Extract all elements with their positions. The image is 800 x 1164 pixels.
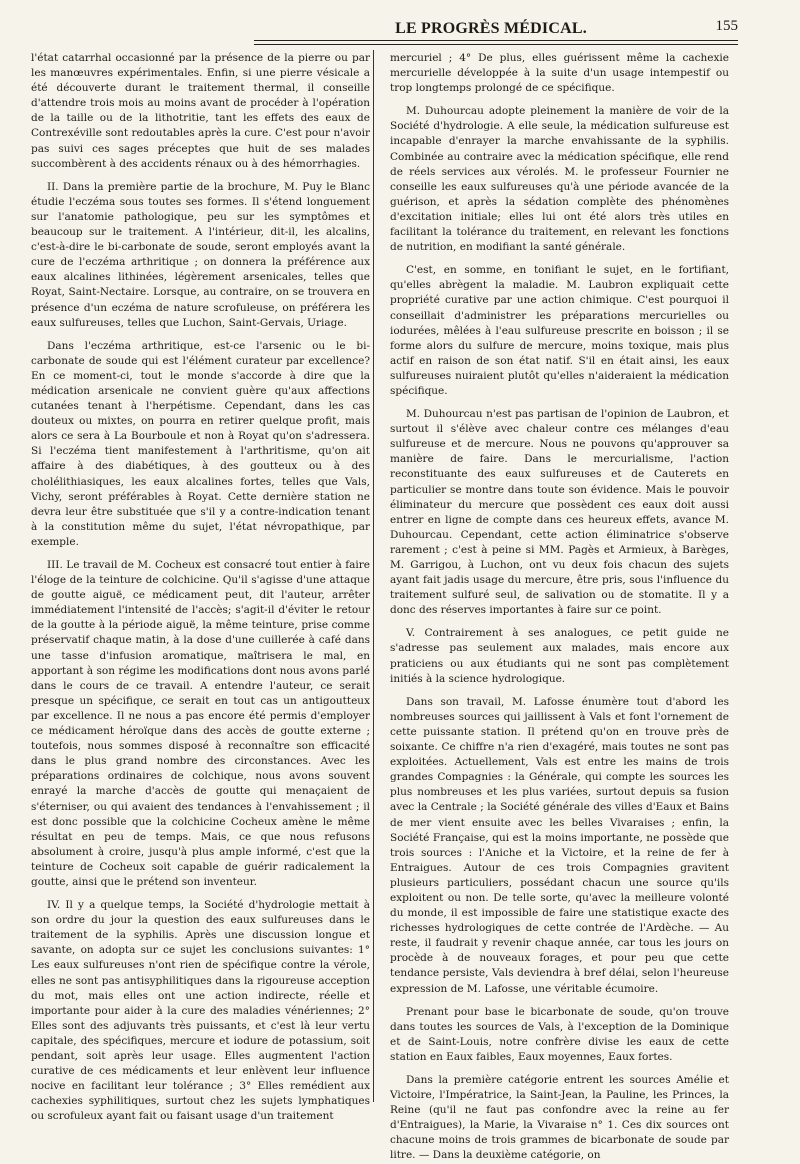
- column-divider: [373, 50, 374, 1102]
- right-paragraph-5: V. Contrairement à ses analogues, ce petit guide ne s'adresse pas seulement aux malades, mais encore aux praticiens ou aux étudiants qui ne sont pas complètement initiés à la science hydrologique.: [390, 627, 729, 685]
- left-paragraph-5: IV. Il y a quelque temps, la Société d'hydrologie mettait à son ordre du jour la question des eaux sulfureuses dans le traitement de la syphilis. Après une discussion longue et savante, on adopta sur ce sujet les conclusions suivantes: 1° Les eaux sulfureuses n'ont rien de spécifique contre la vérole, elles ne sont pas antisyphilitiques dans la rigoureuse acception du mot, mais elles ont une action indirecte, réelle et importante pour aider à la cure des maladies vénériennes; 2° Elles sont des adjuvants très puissants, et c'est là leur vertu capitale, des spécifiques, mercure et iodure de potassium, soit pendant, soit après leur usage. Elles augmentent l'action curative de ces médicaments et leur enlèvent leur influence nocive en facilitant leur tolérance ; 3° Elles remédient aux cachexies syphilitiques, surtout chez les sujets lymphatiques ou scrofuleux ayant fait ou faisant usage d'un traitement: [31, 899, 370, 1123]
- right-paragraph-4: M. Duhourcau n'est pas partisan de l'opinion de Laubron, et surtout il s'élève avec chaleur contre ces mélanges d'eau sulfureuse et de mercure. Nous ne pouvons qu'approuver sa manière de faire. Dans le mercurialisme, l'action reconstituante des eaux sulfureuses et de Cauterets en particulier se montre dans toute son évidence. Mais le pouvoir éliminateur du mercure que possèdent ces eaux doit aussi entrer en ligne de compte dans ces heureux effets, avance M. Duhourcau. Cependant, cette action éliminatrice s'observe rarement ; c'est à peine si MM. Pagès et Armieux, à Barèges, M. Garrigou, à Luchon, ont vu deux fois chacun des sujets ayant fait jadis usage du mercure, être pris, sous l'influence du traitement sulfuré seul, de salivation ou de stomatite. Il y a donc des réserves importantes à faire sur ce point.: [390, 408, 729, 617]
- left-paragraph-2: II. Dans la première partie de la brochure, M. Puy le Blanc étudie l'eczéma sous toutes ses formes. Il s'étend longuement sur l'anatomie pathologique, peu sur les symptômes et beaucoup sur le traitement. A l'intérieur, dit-il, les alcalins, c'est-à-dire le bi-carbonate de soude, seront employés avant la cure de l'eczéma arthritique ; on donnera la préférence aux eaux alcalines lithinées, légèrement arsenicales, telles que Royat, Saint-Nectaire. Lorsque, au contraire, on se trouvera en présence d'un eczéma de nature scrofuleuse, on préférera les eaux sulfureuses, telles que Luchon, Saint-Gervais, Uriage.: [31, 180, 370, 329]
- right-paragraph-7: Prenant pour base le bicarbonate de soude, qu'on trouve dans toutes les sources de Vals, à l'exception de la Dominique et de Saint-Louis, notre confrère divise les eaux de cette station en Eaux faibles, Eaux moyennes, Eaux fortes.: [390, 1005, 729, 1063]
- left-paragraph-1: l'état catarrhal occasionné par la présence de la pierre ou par les manœuvres expérimentales. Enfin, si une pierre vésicale a été découverte durant le traitement thermal, il conseille d'attendre trois mois au moins avant de procéder à l'opération de la taille ou de la lithotritie, tant les effets des eaux de Contrexéville sont redoutables après la cure. C'est pour n'avoir pas suivi ces sages préceptes que huit de ses malades succombèrent à des accidents rénaux ou à des hémorrhagies.: [31, 52, 370, 170]
- right-paragraph-3: C'est, en somme, en tonifiant le sujet, en le fortifiant, qu'elles abrègent la maladie. M. Laubron expliquait cette propriété curative par une action chimique. C'est pourquoi il conseillait d'administrer les préparations mercurielles ou iodurées, mêlées à l'eau sulfureuse prescrite en boisson ; il se forme alors du sulfure de mercure, moins toxique, mais plus actif en raison de son état natif. S'il en était ainsi, les eaux sulfureuses nuiraient plutôt qu'elles n'aideraient la médication spécifique.: [390, 264, 729, 397]
- right-column: [390, 51, 729, 1162]
- left-paragraph-4: III. Le travail de M. Cocheux est consacré tout entier à faire l'éloge de la teinture de colchicine. Qu'il s'agisse d'une attaque de goutte aiguë, ce médicament peut, dit l'auteur, arrêter immédiatement l'intensité de l'accès; s'agit-il d'éviter le retour de la goutte à la période aiguë, la même teinture, prise comme préservatif chaque matin, à la dose d'une cuillerée à café dans une tasse d'infusion aromatique, maîtrisera le mal, en apportant à son régime les modifications dont nous avons parlé dans le cours de ce travail. A entendre l'auteur, ce serait presque un spécifique, ce serait en tout cas un antigoutteux par excellence. Il ne nous a pas encore été permis d'employer ce médicament héroïque dans des accès de goutte externe ; toutefois, nous sommes disposé à reconnaître son efficacité dans le plus grand nombre des circonstances. Avec les préparations ordinaires de colchique, nous avons souvent enrayé la marche d'accès de goutte qui menaçaient de s'éterniser, ou qui avaient des tendances à l'envahissement ; il est donc possible que la colchicine Cocheux amène le même résultat en peu de temps. Mais, ce que nous refusons absolument à croire, jusqu'à plus ample informé, c'est que la teinture de Cocheux soit capable de guérir radicalement la goutte, ainsi que le prétend son inventeur.: [31, 559, 370, 888]
- header-rule-bottom: [254, 44, 738, 45]
- right-paragraph-8: Dans la première catégorie entrent les sources Amélie et Victoire, l'Impératrice, la Saint-Jean, la Pauline, les Princes, la Reine (qu'il ne faut pas confondre avec la reine au fer d'Entraigues), la Marie, la Vivaraise n° 1. Ces dix sources ont chacune moins de trois grammes de bicarbonate de soude par litre. — Dans la deuxième catégorie, on: [390, 1074, 729, 1162]
- header-rule-top: [254, 40, 738, 41]
- right-paragraph-6: Dans son travail, M. Lafosse énumère tout d'abord les nombreuses sources qui jaillissent à Vals et font l'ornement de cette puissante station. Il prétend qu'on en trouve près de soixante. Ce chiffre n'a rien d'exagéré, mais toutes ne sont pas exploitées. Actuellement, Vals est entre les mains de trois grandes Compagnies : la Générale, qui compte les sources les plus nombreuses et les plus variées, surtout depuis sa fusion avec la Centrale ; la Société générale des villes d'Eaux et Bains de mer vient ensuite avec les belles Vivaraises ; enfin, la Société Française, qui est la moins importante, ne possède que trois sources : l'Aniche et la Victoire, et la reine de fer à Entraigues. Autour de ces trois Compagnies gravitent plusieurs particuliers, possédant chacun une source qu'ils exploitent ou non. De telle sorte, qu'avec la meilleure volonté du monde, il est impossible de faire une statistique exacte des richesses hydrologiques de cette contrée de l'Ardèche. — Au reste, il faudrait y revenir chaque année, car tous les jours on procède à de nouveaux forages, et pour peu que cette tendance persiste, Vals deviendra à bref délai, selon l'heureuse expression de M. Lafosse, une véritable écumoire.: [390, 695, 729, 995]
- right-paragraph-2: M. Duhourcau adopte pleinement la manière de voir de la Société d'hydrologie. A elle seule, la médication sulfureuse est incapable d'enrayer la marche envahissante de la syphilis. Combinée au contraire avec la médication spécifique, elle rend de réels services aux vérolés. M. le professeur Fournier ne conseille les eaux sulfureuses qu'à une période avancée de la guérison, et après la sédation complète des phénomènes d'excitation initiale; elles lui ont été alors très utiles en facilitant la tolérance du traitement, en relevant les fonctions de nutrition, en modifiant la santé générale.: [390, 105, 729, 254]
- left-paragraph-3: Dans l'eczéma arthritique, est-ce l'arsenic ou le bi-carbonate de soude qui est l'élément curateur par excellence? En ce moment-ci, tout le monde s'accorde à dire que la médication arsenicale ne convient guère qu'aux affections cutanées tenant à l'herpétisme. Cependant, dans les cas douteux ou mixtes, on pourra en retirer quelque profit, mais alors ce sera à La Bourboule et non à Royat qu'on s'adressera. Si l'eczéma tient manifestement à l'arthritisme, qu'on ait affaire à des diabétiques, à des goutteux ou à des cholélithiasiques, les eaux alcalines fortes, telles que Vals, Vichy, seront préférables à Royat. Cette dernière station ne devra leur être substituée que s'il y a contre-indication tenant à la constitution même du sujet, l'état névropathique, par exemple.: [31, 339, 370, 548]
- page-header: [240, 18, 742, 38]
- journal-title: LE PROGRÈS MÉDICAL.: [395, 20, 587, 37]
- right-paragraph-1: mercuriel ; 4° De plus, elles guérissent même la cachexie mercurielle développée à la suite d'un usage intempestif ou trop longtemps prolongé de ce spécifique.: [390, 52, 729, 95]
- page-number: 155: [715, 18, 738, 34]
- left-column: [31, 51, 370, 1123]
